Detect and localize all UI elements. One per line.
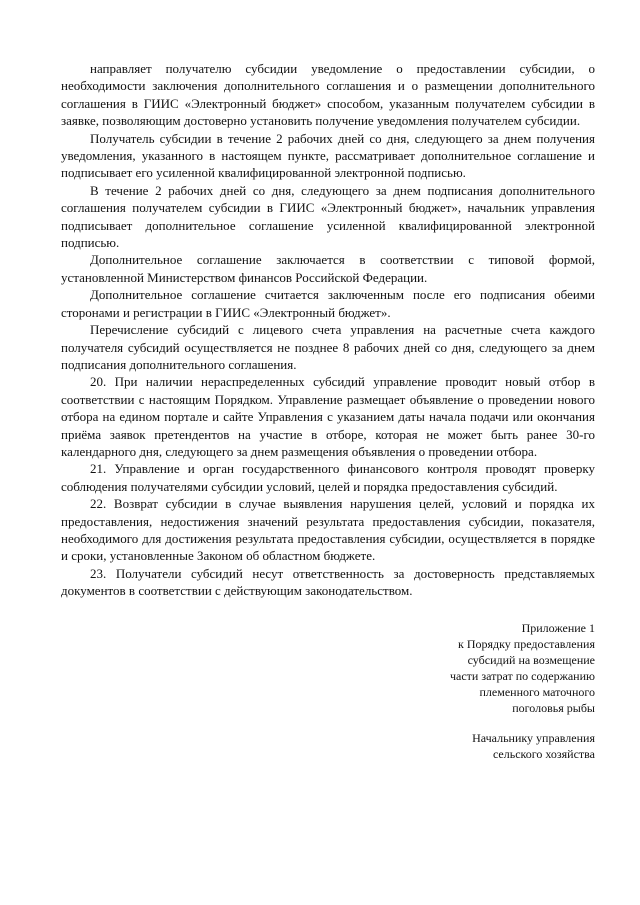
paragraph-item-20: 20. При наличии нераспределенных субсидий управление проводит новый отбор в соответствии с настоящим Порядком. Управление размещает объявление о проведении нового отбора на едином портале и сайте Управления с указанием даты начала подачи или окончания приёма заявок претендентов на участие в отборе, которая не может быть ранее 30-го календарного дня, следующего за днем размещения объявления о проведении отбора. — [61, 374, 595, 459]
appendix-line: поголовья рыбы — [512, 700, 595, 715]
addressee-line: сельского хозяйства — [492, 746, 595, 761]
addressee-line: Начальнику управления — [472, 730, 595, 745]
document-page — [61, 60, 595, 762]
paragraph-notification: направляет получателю субсидии уведомление о предоставлении субсидии, о необходимости заключения дополнительного соглашения и о размещении дополнительного соглашения в ГИИС «Электронный бюджет» способом, указанным получателем субсидии в заявке, позволяющим достоверно установить получение уведомления получателем субсидии. — [61, 61, 595, 129]
appendix-header — [61, 620, 595, 716]
paragraph-recipient-signing: Получатель субсидии в течение 2 рабочих дней со дня, следующего за днем получения уведомления, указанного в настоящем пункте, рассматривает дополнительное соглашение и подписывает его усиленной квалифицированной электронной подписью. — [61, 130, 595, 181]
paragraph-item-22: 22. Возврат субсидии в случае выявления нарушения целей, условий и порядка их предоставления, недостижения значений результата предоставления субсидии, показателя, необходимого для достижения результата предоставления субсидии, осуществляется в порядке и сроки, установленные Законом об областном бюджете. — [61, 496, 595, 564]
paragraph-head-signing: В течение 2 рабочих дней со дня, следующего за днем подписания дополнительного соглашения получателем субсидии в ГИИС «Электронный бюджет», начальник управления подписывает дополнительное соглашение усиленной квалифицированной электронной подписью. — [61, 182, 595, 251]
appendix-line: Приложение 1 — [521, 620, 595, 635]
paragraph-typical-form: Дополнительное соглашение заключается в соответствии с типовой формой, установленной Министерством финансов Российской Федерации. — [61, 252, 595, 285]
paragraph-agreement-concluded: Дополнительное соглашение считается заключенным после его подписания обеими сторонами и регистрации в ГИИС «Электронный бюджет». — [61, 287, 595, 320]
appendix-line: племенного маточного — [479, 684, 595, 699]
addressee-block — [61, 730, 595, 762]
paragraph-item-23: 23. Получатели субсидий несут ответственность за достоверность представляемых документов в соответствии с действующим законодательством. — [61, 565, 595, 599]
body-text — [61, 60, 595, 600]
appendix-line: субсидий на возмещение — [467, 652, 595, 667]
paragraph-item-21: 21. Управление и орган государственного финансового контроля проводят проверку соблюдения получателями субсидии условий, целей и порядка предоставления субсидий. — [61, 461, 595, 494]
paragraph-transfer: Перечисление субсидий с лицевого счета управления на расчетные счета каждого получателя субсидий осуществляется не позднее 8 рабочих дней со дня, следующего за днем подписания дополнительного соглашения. — [61, 322, 595, 372]
appendix-line: части затрат по содержанию — [449, 668, 595, 683]
appendix-line: к Порядку предоставления — [457, 636, 595, 651]
